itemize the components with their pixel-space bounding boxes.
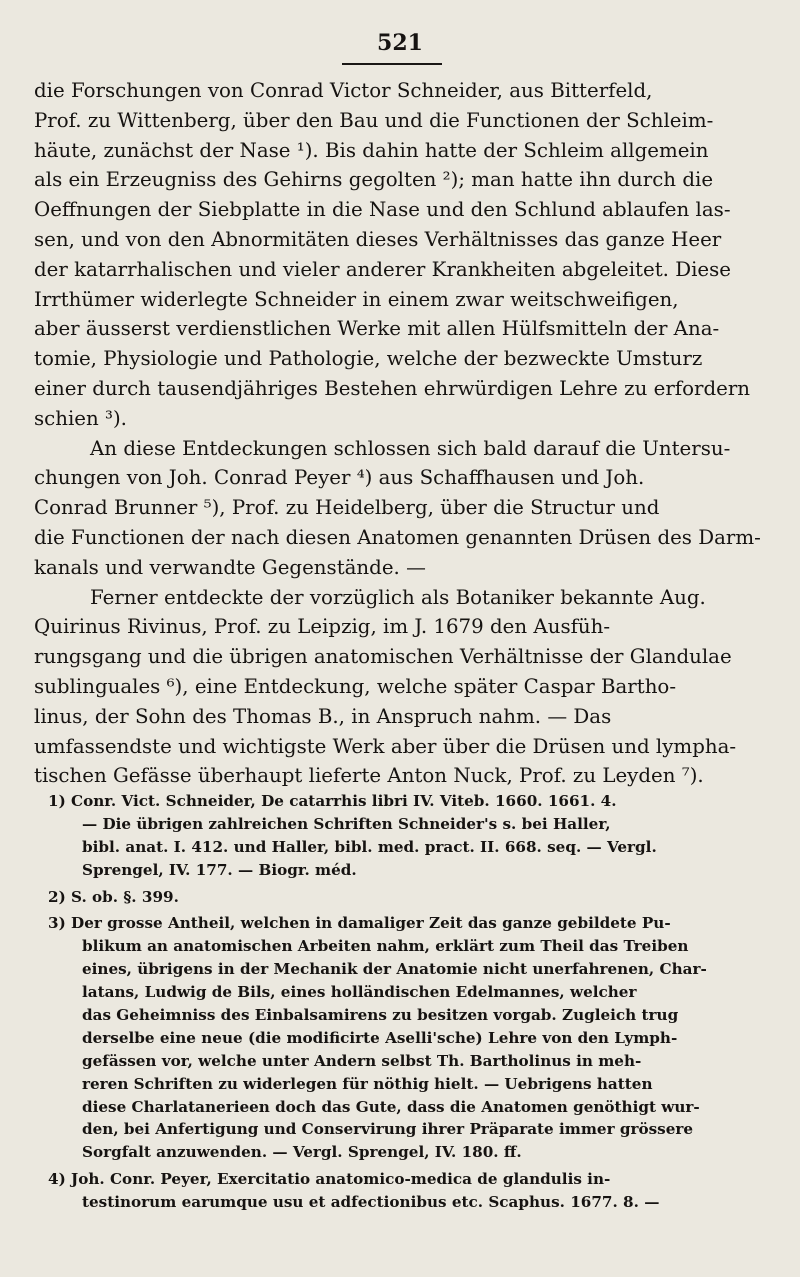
footnote-line: testinorum earumque usu et adfectionibus etc. Scaphus. 1677. 8. —	[82, 1193, 660, 1212]
text-line: die Forschungen von Conrad Victor Schneider, aus Bitterfeld,	[34, 79, 653, 102]
footnote-line: blikum an anatomischen Arbeiten nahm, erklärt zum Theil das Treiben	[82, 937, 689, 956]
footnote-line: 2) S. ob. §. 399.	[48, 887, 179, 906]
footnotes	[34, 790, 764, 1214]
text-line: umfassendste und wichtigste Werk aber über die Drüsen und lympha-	[34, 734, 737, 758]
footnote-line: Sorgfalt anzuwenden. — Vergl. Sprengel, IV. 180. ff.	[82, 1143, 522, 1162]
footnote-line: derselbe eine neue (die modificirte Aselli'sche) Lehre von den Lymph-	[82, 1028, 678, 1047]
text-line: chungen von Joh. Conrad Peyer ⁴) aus Schaffhausen und Joh.	[34, 466, 645, 490]
text-line: der katarrhalischen und vieler anderer Krankheiten abgeleitet. Diese	[34, 257, 731, 281]
footnote-line: 1) Conr. Vict. Schneider, De catarrhis libri IV. Viteb. 1660. 1661. 4.	[48, 792, 617, 810]
text-line: als ein Erzeugniss des Gehirns gegolten ²); man hatte ihn durch die	[34, 168, 714, 192]
text-line: Oeffnungen der Siebplatte in die Nase und den Schlund ablaufen las-	[34, 198, 731, 222]
text-line: häute, zunächst der Nase ¹). Bis dahin hatte der Schleim allgemein	[34, 138, 709, 162]
text-line: sublinguales ⁶), eine Entdeckung, welche später Caspar Bartho-	[34, 674, 677, 698]
text-line: Quirinus Rivinus, Prof. zu Leipzig, im J. 1679 den Ausfüh-	[34, 615, 611, 639]
text-line: sen, und von den Abnormitäten dieses Verhältnisses das ganze Heer	[34, 227, 722, 251]
text-line: Prof. zu Wittenberg, über den Bau und die Functionen der Schleim-	[34, 108, 714, 132]
text-line: Irrthümer widerlegte Schneider in einem zwar weitschweifigen,	[34, 287, 679, 311]
text-line: Conrad Brunner ⁵), Prof. zu Heidelberg, über die Structur und	[34, 496, 660, 520]
text-line: tischen Gefässe überhaupt lieferte Anton Nuck, Prof. zu Leyden ⁷).	[34, 764, 704, 788]
text-line: An diese Entdeckungen schlossen sich bald darauf die Untersu-	[90, 436, 731, 460]
footnote-line: latans, Ludwig de Bils, eines holländischen Edelmannes, welcher	[82, 983, 637, 1002]
main-text	[34, 76, 764, 791]
header-rule	[342, 63, 442, 65]
footnote-line: 4) Joh. Conr. Peyer, Exercitatio anatomico-medica de glandulis in-	[48, 1170, 611, 1189]
footnote-line: eines, übrigens in der Mechanik der Anatomie nicht unerfahrenen, Char-	[82, 960, 707, 979]
text-line: rungsgang und die übrigen anatomischen Verhältnisse der Glandulae	[34, 645, 732, 669]
text-line: einer durch tausendjähriges Bestehen ehrwürdigen Lehre zu erfordern	[34, 376, 751, 400]
footnote-line: diese Charlatanerieen doch das Gute, dass die Anatomen genöthigt wur-	[82, 1097, 700, 1116]
footnote-line: den, bei Anfertigung und Conservirung ihrer Präparate immer grössere	[82, 1120, 694, 1139]
footnote-line: gefässen vor, welche unter Andern selbst Th. Bartholinus in meh-	[82, 1051, 642, 1070]
page-number: 521	[377, 30, 423, 56]
text-line: linus, der Sohn des Thomas B., in Anspruch nahm. — Das	[34, 704, 612, 728]
text-line: tomie, Physiologie und Pathologie, welche der bezweckte Umsturz	[34, 347, 703, 371]
footnote-line: reren Schriften zu widerlegen für nöthig hielt. — Uebrigens hatten	[82, 1074, 653, 1093]
footnote-line: — Die übrigen zahlreichen Schriften Schneider's s. bei Haller,	[82, 814, 611, 833]
footnote-line: bibl. anat. I. 412. und Haller, bibl. med. pract. II. 668. seq. — Vergl.	[82, 837, 657, 856]
text-line: kanals und verwandte Gegenstände. —	[34, 555, 426, 579]
text-line: schien ³).	[34, 406, 127, 430]
text-line: Ferner entdeckte der vorzüglich als Botaniker bekannte Aug.	[90, 585, 706, 609]
footnote-line: 3) Der grosse Antheil, welchen in damaliger Zeit das ganze gebildete Pu-	[48, 914, 671, 933]
text-line: die Functionen der nach diesen Anatomen genannten Drüsen des Darm-	[34, 525, 761, 549]
footnote-line: das Geheimniss des Einbalsamirens zu besitzen vorgab. Zugleich trug	[82, 1006, 679, 1025]
text-line: aber äusserst verdienstlichen Werke mit allen Hülfsmitteln der Ana-	[34, 317, 720, 341]
footnote-line: Sprengel, IV. 177. — Biogr. méd.	[82, 860, 357, 879]
